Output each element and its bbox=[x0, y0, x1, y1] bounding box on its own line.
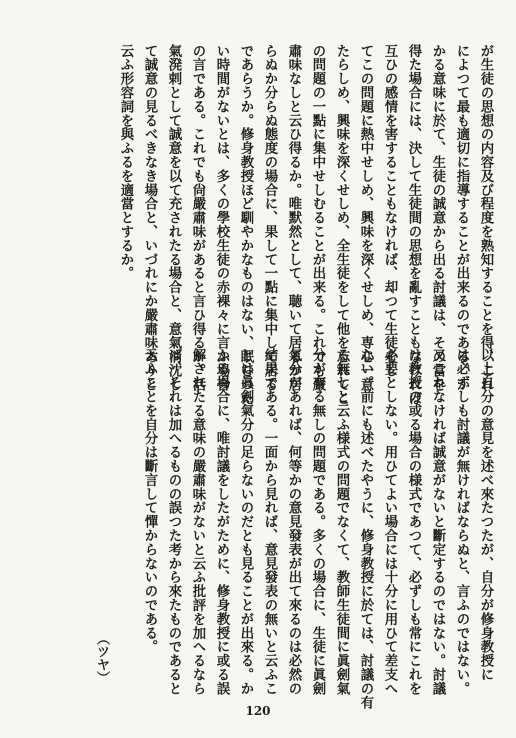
text-line: かる意味に於て、生徒の誠意から出る討議は、その當を bbox=[430, 44, 446, 392]
text-line: 結果である。一面から見れば、意見發表の無いと云ふこ bbox=[262, 348, 278, 696]
text-line: は必ずしも討議が無ければならぬと、言ふのではない。 bbox=[454, 348, 470, 696]
text-line: たらしめ、興味を深くせしめ、全生徒をして他を忘れてこ bbox=[334, 44, 350, 406]
text-line: が生徒の思想の内容及び程度を熟知することを得、これ bbox=[478, 44, 494, 392]
text-line: 氣溌剌として誠意を以て充されたる場合と、意氣消沈し bbox=[166, 44, 182, 392]
text-line: かる場合に、唯討議をしたがために、修身教授に或る誤 bbox=[214, 348, 230, 696]
text-line: ない。前にも述べたやうに、修身教授に於ては、討議の有 bbox=[358, 348, 374, 710]
text-line: る無しと云ふ様式の問題でなくて、教師生徒間に眞劍氣 bbox=[334, 348, 350, 696]
text-line: 云ふ形容詞を與ふるを適當とするか。 bbox=[118, 44, 134, 281]
text-line: によつて最も適切に指導することが出来るのである。か bbox=[454, 44, 470, 392]
text-line: 云ふことを自分は斷言して憚からないのである。 bbox=[142, 348, 158, 654]
text-line: らぬか分らぬ態度の場合に、果して一點に集中して居る bbox=[262, 44, 278, 392]
text-line: 氣分があれば、何等かの意見發表が出て來るのは必然の bbox=[286, 348, 302, 696]
page-number: 120 bbox=[245, 704, 271, 718]
text-line: とは眞劍氣分の足らないのだとも見ることが出來る。か bbox=[238, 348, 254, 696]
text-line: ば、それは加へるものの誤つた考から來たものであると bbox=[166, 348, 182, 696]
text-line: の問題の一點に集中せしむることが出来る。これでも嚴 bbox=[310, 44, 326, 392]
text-line: 得た場合には、決して生徒間の思想を亂すこともなければ bbox=[406, 44, 422, 406]
author-signature: （ツヤ） bbox=[94, 632, 109, 684]
lower-text-block bbox=[142, 348, 498, 710]
upper-text-block bbox=[48, 44, 498, 406]
text-line: 分が有る無しの問題である。多くの場合に、生徒に眞劍 bbox=[310, 348, 326, 696]
text-line: の言である。これでも尙嚴肅味があると言ひ得るか。活 bbox=[190, 44, 206, 392]
text-line: てこの問題に熱中せしめ、興味を深くせしめ、専心一意 bbox=[358, 44, 374, 392]
text-line: 必要としない。用ひてよい場合には十分に用ひて差支へ bbox=[382, 348, 398, 696]
text-line: て誠意の見るべきなき場合と、いづれにか嚴肅味ありと bbox=[142, 44, 158, 392]
text-line: であらうか。修身教授ほど馴やかなものはない、眠むつた bbox=[238, 44, 254, 406]
text-line: 互ひの感情を害することもなければ、却つて生徒をし bbox=[382, 44, 398, 378]
text-line: 又これなければ誠意がないと斷定するのではない。討議 bbox=[430, 348, 446, 696]
text-line: は教授の或る場合の様式であつて、必ずしも常にこれを bbox=[406, 348, 422, 696]
text-line: 解されたる意味の嚴肅味がないと云ふ批評を加へるなら bbox=[190, 348, 206, 696]
text-line: い時間がないとは、多くの學校生徒の赤裸々に言ふ場合 bbox=[214, 44, 230, 392]
text-line: 以上自分の意見を述べ來たつたが、自分が修身教授に bbox=[478, 348, 494, 682]
text-line: 肅味なしと云ひ得るか。唯默然として、聴いて居るか居 bbox=[286, 44, 302, 392]
